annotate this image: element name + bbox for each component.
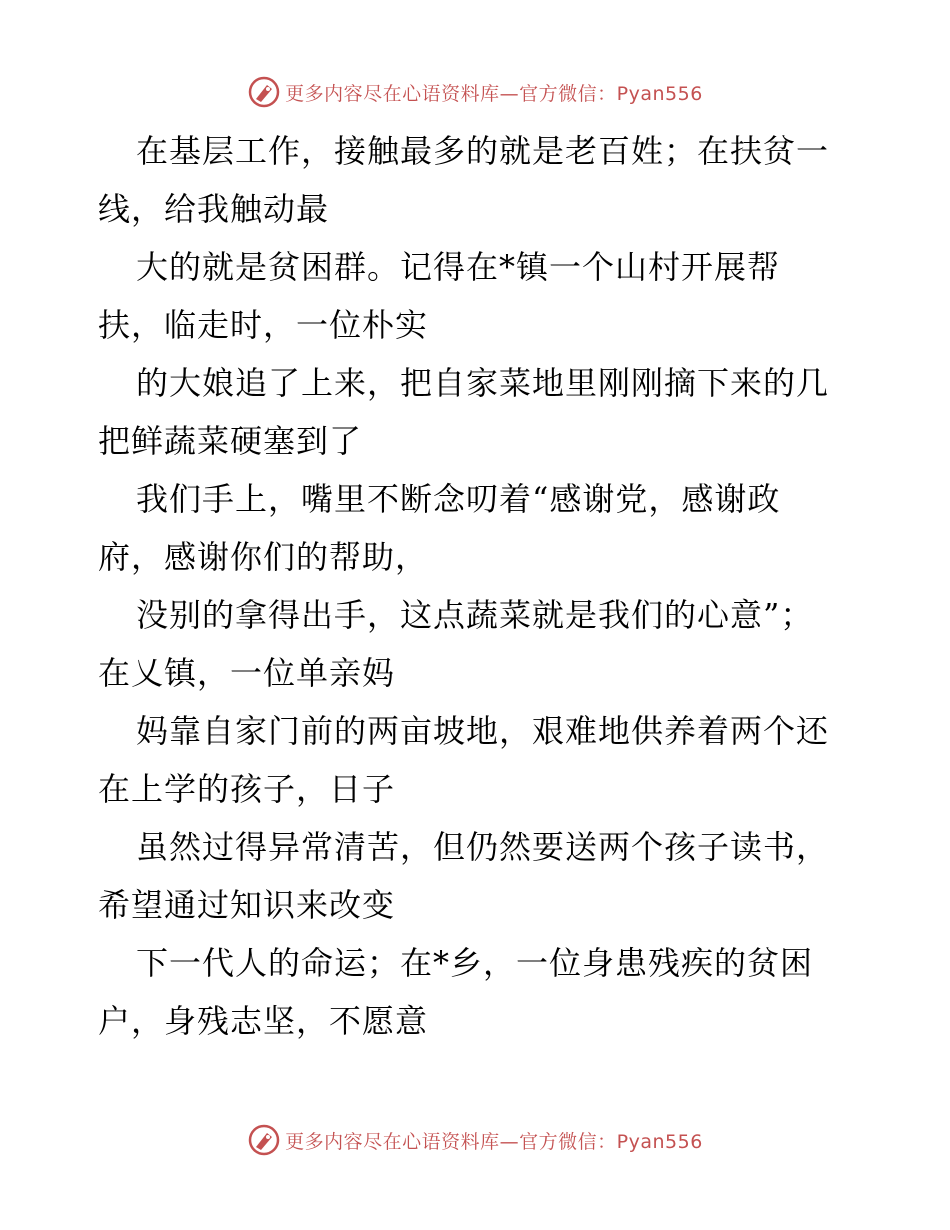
text-line: 户，身残志坚，不愿意	[98, 1002, 429, 1040]
text-line: 府，感谢你们的帮助，	[98, 538, 429, 576]
text-line: 把鲜蔬菜硬塞到了	[98, 422, 363, 460]
pen-nib-logo-icon	[247, 75, 281, 109]
text-line: 扶，临走时，一位朴实	[98, 306, 429, 344]
text-line: 妈靠自家门前的两亩坡地，艰难地供养着两个还	[136, 712, 830, 750]
document-body	[98, 122, 858, 1050]
header-banner	[0, 72, 950, 112]
pen-nib-logo-icon	[247, 1123, 281, 1157]
text-line: 大的就是贫困群。记得在*镇一个山村开展帮	[136, 248, 781, 286]
text-line: 在基层工作，接触最多的就是老百姓；在扶贫一	[136, 132, 830, 170]
text-line: 在乂镇，一位单亲妈	[98, 654, 396, 692]
text-line: 虽然过得异常清苦，但仍然要送两个孩子读书，	[136, 828, 830, 866]
text-line: 我们手上，嘴里不断念叨着“感谢党，感谢政	[136, 480, 781, 518]
text-line: 线，给我触动最	[98, 190, 330, 228]
footer-banner	[0, 1120, 950, 1160]
text-line: 的大娘追了上来，把自家菜地里刚刚摘下来的几	[136, 364, 830, 402]
text-line: 没别的拿得出手，这点蔬菜就是我们的心意”；	[136, 596, 814, 634]
footer-banner-text: 更多内容尽在心语资料库—官方微信：Pyan556	[285, 1130, 703, 1153]
header-banner-text: 更多内容尽在心语资料库—官方微信：Pyan556	[285, 82, 703, 105]
text-line: 在上学的孩子，日子	[98, 770, 396, 808]
text-line: 希望通过知识来改变	[98, 886, 396, 924]
text-line: 下一代人的命运；在*乡，一位身患残疾的贫困	[136, 944, 814, 982]
